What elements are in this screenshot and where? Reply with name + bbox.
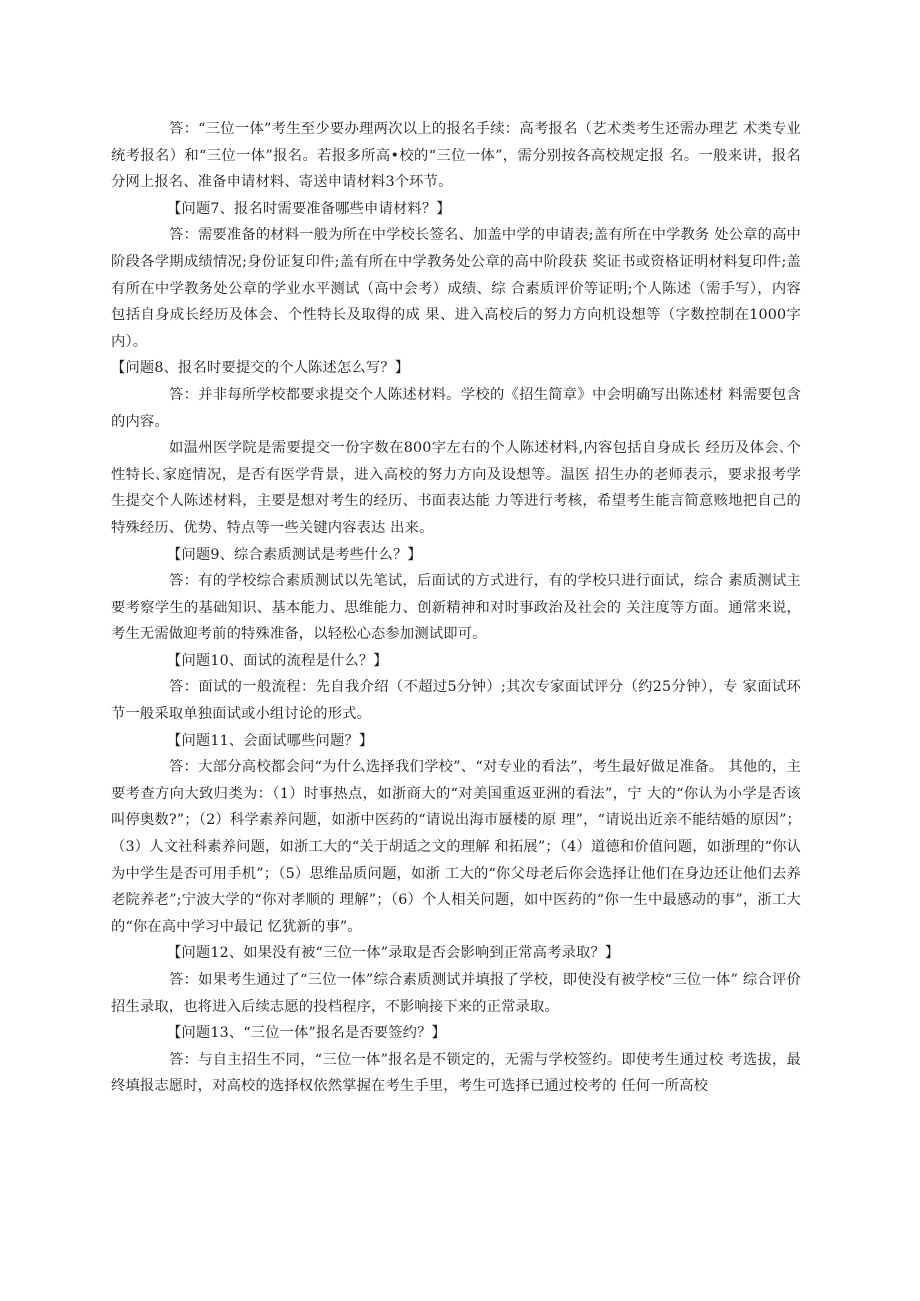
answer-13-paragraph: 答：与自主招生不同，“三位一体”报名是不锁定的，无需与学校签约。即使考生通过校 考选拔，最终填报志愿时，对高校的选择权依然掌握在考生手里，考生可选择已通过校考的 任何一所高校 (111, 1051, 801, 1095)
answer-9-paragraph: 答：有的学校综合素质测试以先笔试，后面试的方式进行，有的学校只进行面试，综合 素质测试主要考察学生的基础知识、基本能力、思维能力、创新精神和对时事政治及社会的 关注度等方面。通常来说，考生无需做迎考前的特殊准备，以轻松心态参加测试即可。 (111, 573, 801, 643)
answer-12-paragraph: 答：如果考生通过了“三位一体”综合素质测试并填报了学校，即使没有被学校“三位一体” 综合评价招生录取，也将进入后续志愿的投档程序，不影响接下来的正常录取。 (111, 972, 801, 1015)
question-8-heading: 【问题8、报名时要提交的个人陈述怎么写？】 (111, 360, 410, 377)
question-10-heading: 【问题10、面试的流程是什么？】 (167, 652, 388, 669)
answer-8-paragraph: 答：并非每所学校都要求提交个人陈述材料。学校的《招生简章》中会明确写出陈述材 料需要包含的内容。 (111, 386, 801, 430)
answer-8-example-paragraph: 如温州医学院是需要提交一份字数在800字左右的个人陈述材料,内容包括自身成长 经历及体会､个性特长､家庭情况，是否有医学背景，进入高校的努力方向及设想等。温医 招生办的老师表示，要求报考学生提交个人陈述材料，主要是想对考生的经历、书面表达能 力等进行考核，希望考生能言简意赅地把自己的特殊经历、优势、特点等一些关键内容表达 出来。 (111, 440, 801, 536)
question-9-heading: 【问题9、综合素质测试是考些什么？】 (167, 546, 422, 563)
question-13-heading: 【问题13、“三位一体”报名是否要签约？】 (167, 1025, 447, 1042)
question-11-heading: 【问题11、会面试哪些问题？】 (167, 732, 374, 749)
question-7-heading: 【问题7、报名时需要准备哪些申请材料？】 (167, 200, 451, 217)
answer-7-paragraph: 答：需要准备的材料一般为所在中学校长签名、加盖中学的申请表;盖有所在中学教务 处公章的高中阶段各学期成绩情况;身份证复印件;盖有所在中学教务处公章的高中阶段获 奖证书或资格证明材料复印件;盖有所在中学教务处公章的学业水平测试（高中会考）成绩、综 合素质评价等证明;个人陈述（需手写），内容包括自身成长经历及体会、个性特长及取得的成 果、进入高校后的努力方向机设想等（字数控制在1000字内）。 (111, 227, 801, 350)
answer-10-paragraph: 答：面试的一般流程：先自我介绍（不超过5分钟）;其次专家面试评分（约25分钟），专 家面试环节一般采取单独面试或小组讨论的形式。 (111, 679, 801, 723)
question-12-heading: 【问题12、如果没有被“三位一体”录取是否会影响到正常高考录取？】 (167, 945, 620, 962)
answer-11-paragraph: 答：大部分高校都会问“为什么选择我们学校”、“对专业的看法”，考生最好做足准备。 其他的，主要考查方向大致归类为：（1）时事热点，如浙商大的“对美国重返亚洲的看法”，宁 大的“你认为小学是否该叫停奥数?”；（2）科学素养问题，如浙中医药的“请说出海市蜃楼的原 理”，“请说出近亲不能结婚的原因”；（3）人文社科素养问题，如浙工大的“关于胡适之文的理解 和拓展”；（4）道德和价值问题，如浙理的“你认为中学生是否可用手机”；（5）思维品质问题，如浙 工大的“你父母老后你会选择让他们在身边还让他们去养老院养老”;宁波大学的“你对孝顺的 理解”；（6）个人相关问题，如中医药的“你一生中最感动的事”，浙工大的“你在高中学习中最记 忆犹新的事”。 (111, 759, 801, 935)
answer-6-paragraph: 答：“三位一体”考生至少要办理两次以上的报名手续：高考报名（艺术类考生还需办理艺 术类专业统考报名）和“三位一体”报名。若报多所高•校的“三位一体”，需分别按各高校规定报 名。一般来讲，报名分网上报名、准备申请材料、寄送申请材料3个环节。 (111, 121, 801, 191)
document-body (111, 116, 801, 1100)
